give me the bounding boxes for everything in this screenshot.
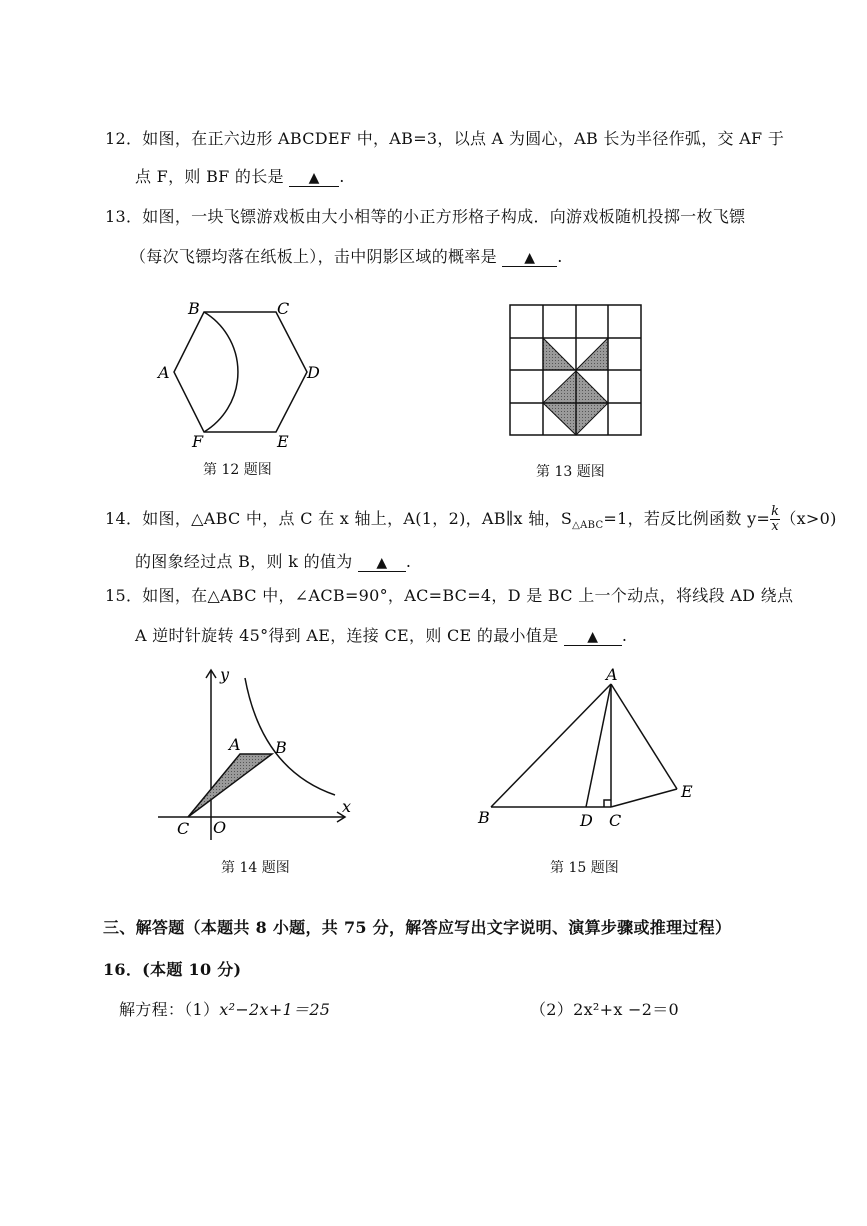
q16-title: 16．(本题 10 分) — [103, 960, 242, 979]
label-d: D — [580, 811, 593, 830]
q12-line1: 12．如图，在正六边形 ABCDEF 中，AB=3，以点 A 为圆心，AB 长为半径作弧，交 AF 于 — [105, 129, 785, 148]
q14-line1-end: （x>0) — [780, 509, 837, 528]
q16-equation-2 — [530, 997, 679, 1020]
label-f: F — [192, 432, 204, 451]
label-x: x — [342, 797, 352, 816]
q14-line2-text: 的图象经过点 B，则 k 的值为 — [135, 552, 353, 571]
q14-area-subscript: △ABC — [572, 520, 604, 532]
eq1-text: x²−2x+1＝25 — [219, 1000, 331, 1019]
q16-prompt: 解方程： — [119, 1000, 185, 1019]
label-y: y — [220, 665, 230, 684]
label-o: O — [213, 818, 227, 837]
q12-line2-text: 点 F，则 BF 的长是 — [135, 167, 284, 186]
fraction-numerator: k — [771, 504, 780, 519]
label-c: C — [609, 811, 622, 830]
segment-ad — [586, 684, 611, 807]
label-c: C — [277, 299, 290, 318]
q15-line2-text: A 逆时针旋转 45°得到 AE，连接 CE，则 CE 的最小值是 — [135, 626, 559, 645]
answer-marker: ▲ — [376, 555, 388, 571]
label-a: A — [606, 665, 618, 684]
q16-equation-1 — [119, 997, 330, 1020]
q14-line1-mid: =1，若反比例函数 y= — [603, 509, 771, 528]
fig13-caption: 第 13 题图 — [536, 464, 605, 480]
answer-marker: ▲ — [587, 629, 599, 645]
segment-ae — [611, 684, 677, 789]
q14-line1-text: 14．如图，△ABC 中，点 C 在 x 轴上，A(1，2)，AB∥x 轴，S — [105, 509, 573, 528]
label-a: A — [158, 363, 170, 382]
answer-marker: ▲ — [524, 250, 536, 266]
label-b: B — [275, 738, 287, 757]
fraction-denominator: x — [771, 519, 780, 534]
label-b: B — [188, 299, 200, 318]
right-angle-marker — [604, 800, 611, 807]
q14-line2-end: . — [405, 552, 412, 571]
fig15-caption: 第 15 题图 — [550, 860, 619, 876]
segment-ab — [491, 684, 611, 807]
q15-line1: 15．如图，在△ABC 中，∠ACB=90°，AC=BC=4，D 是 BC 上一个动点，将线段 AD 绕点 — [105, 586, 794, 605]
eq1-label: （1） — [184, 1000, 220, 1019]
label-c: C — [177, 819, 190, 838]
q13-line2-end: . — [557, 247, 563, 266]
eq2-text: 2x²+x −2＝0 — [573, 1000, 679, 1019]
q13-line1: 13．如图，一块飞镖游戏板由大小相等的小正方形格子构成．向游戏板随机投掷一枚飞镖 — [105, 207, 746, 226]
label-e: E — [277, 432, 289, 451]
label-d: D — [307, 363, 320, 382]
fig12-caption: 第 12 题图 — [203, 462, 272, 478]
q13-line2-text: （每次飞镖均落在纸板上），击中阴影区域的概率是 — [130, 247, 497, 266]
label-e: E — [681, 782, 693, 801]
label-b: B — [478, 808, 490, 827]
segment-ce — [611, 789, 677, 807]
fig14-caption: 第 14 题图 — [221, 860, 290, 876]
label-a: A — [229, 735, 241, 754]
q15-line2-end: . — [621, 626, 628, 645]
eq2-label: （2） — [530, 1000, 574, 1019]
q12-line2-end: . — [339, 167, 345, 186]
answer-marker: ▲ — [308, 170, 320, 186]
section3-title: 三、解答题（本题共 8 小题，共 75 分，解答应写出文字说明、演算步骤或推理过程） — [103, 918, 732, 937]
